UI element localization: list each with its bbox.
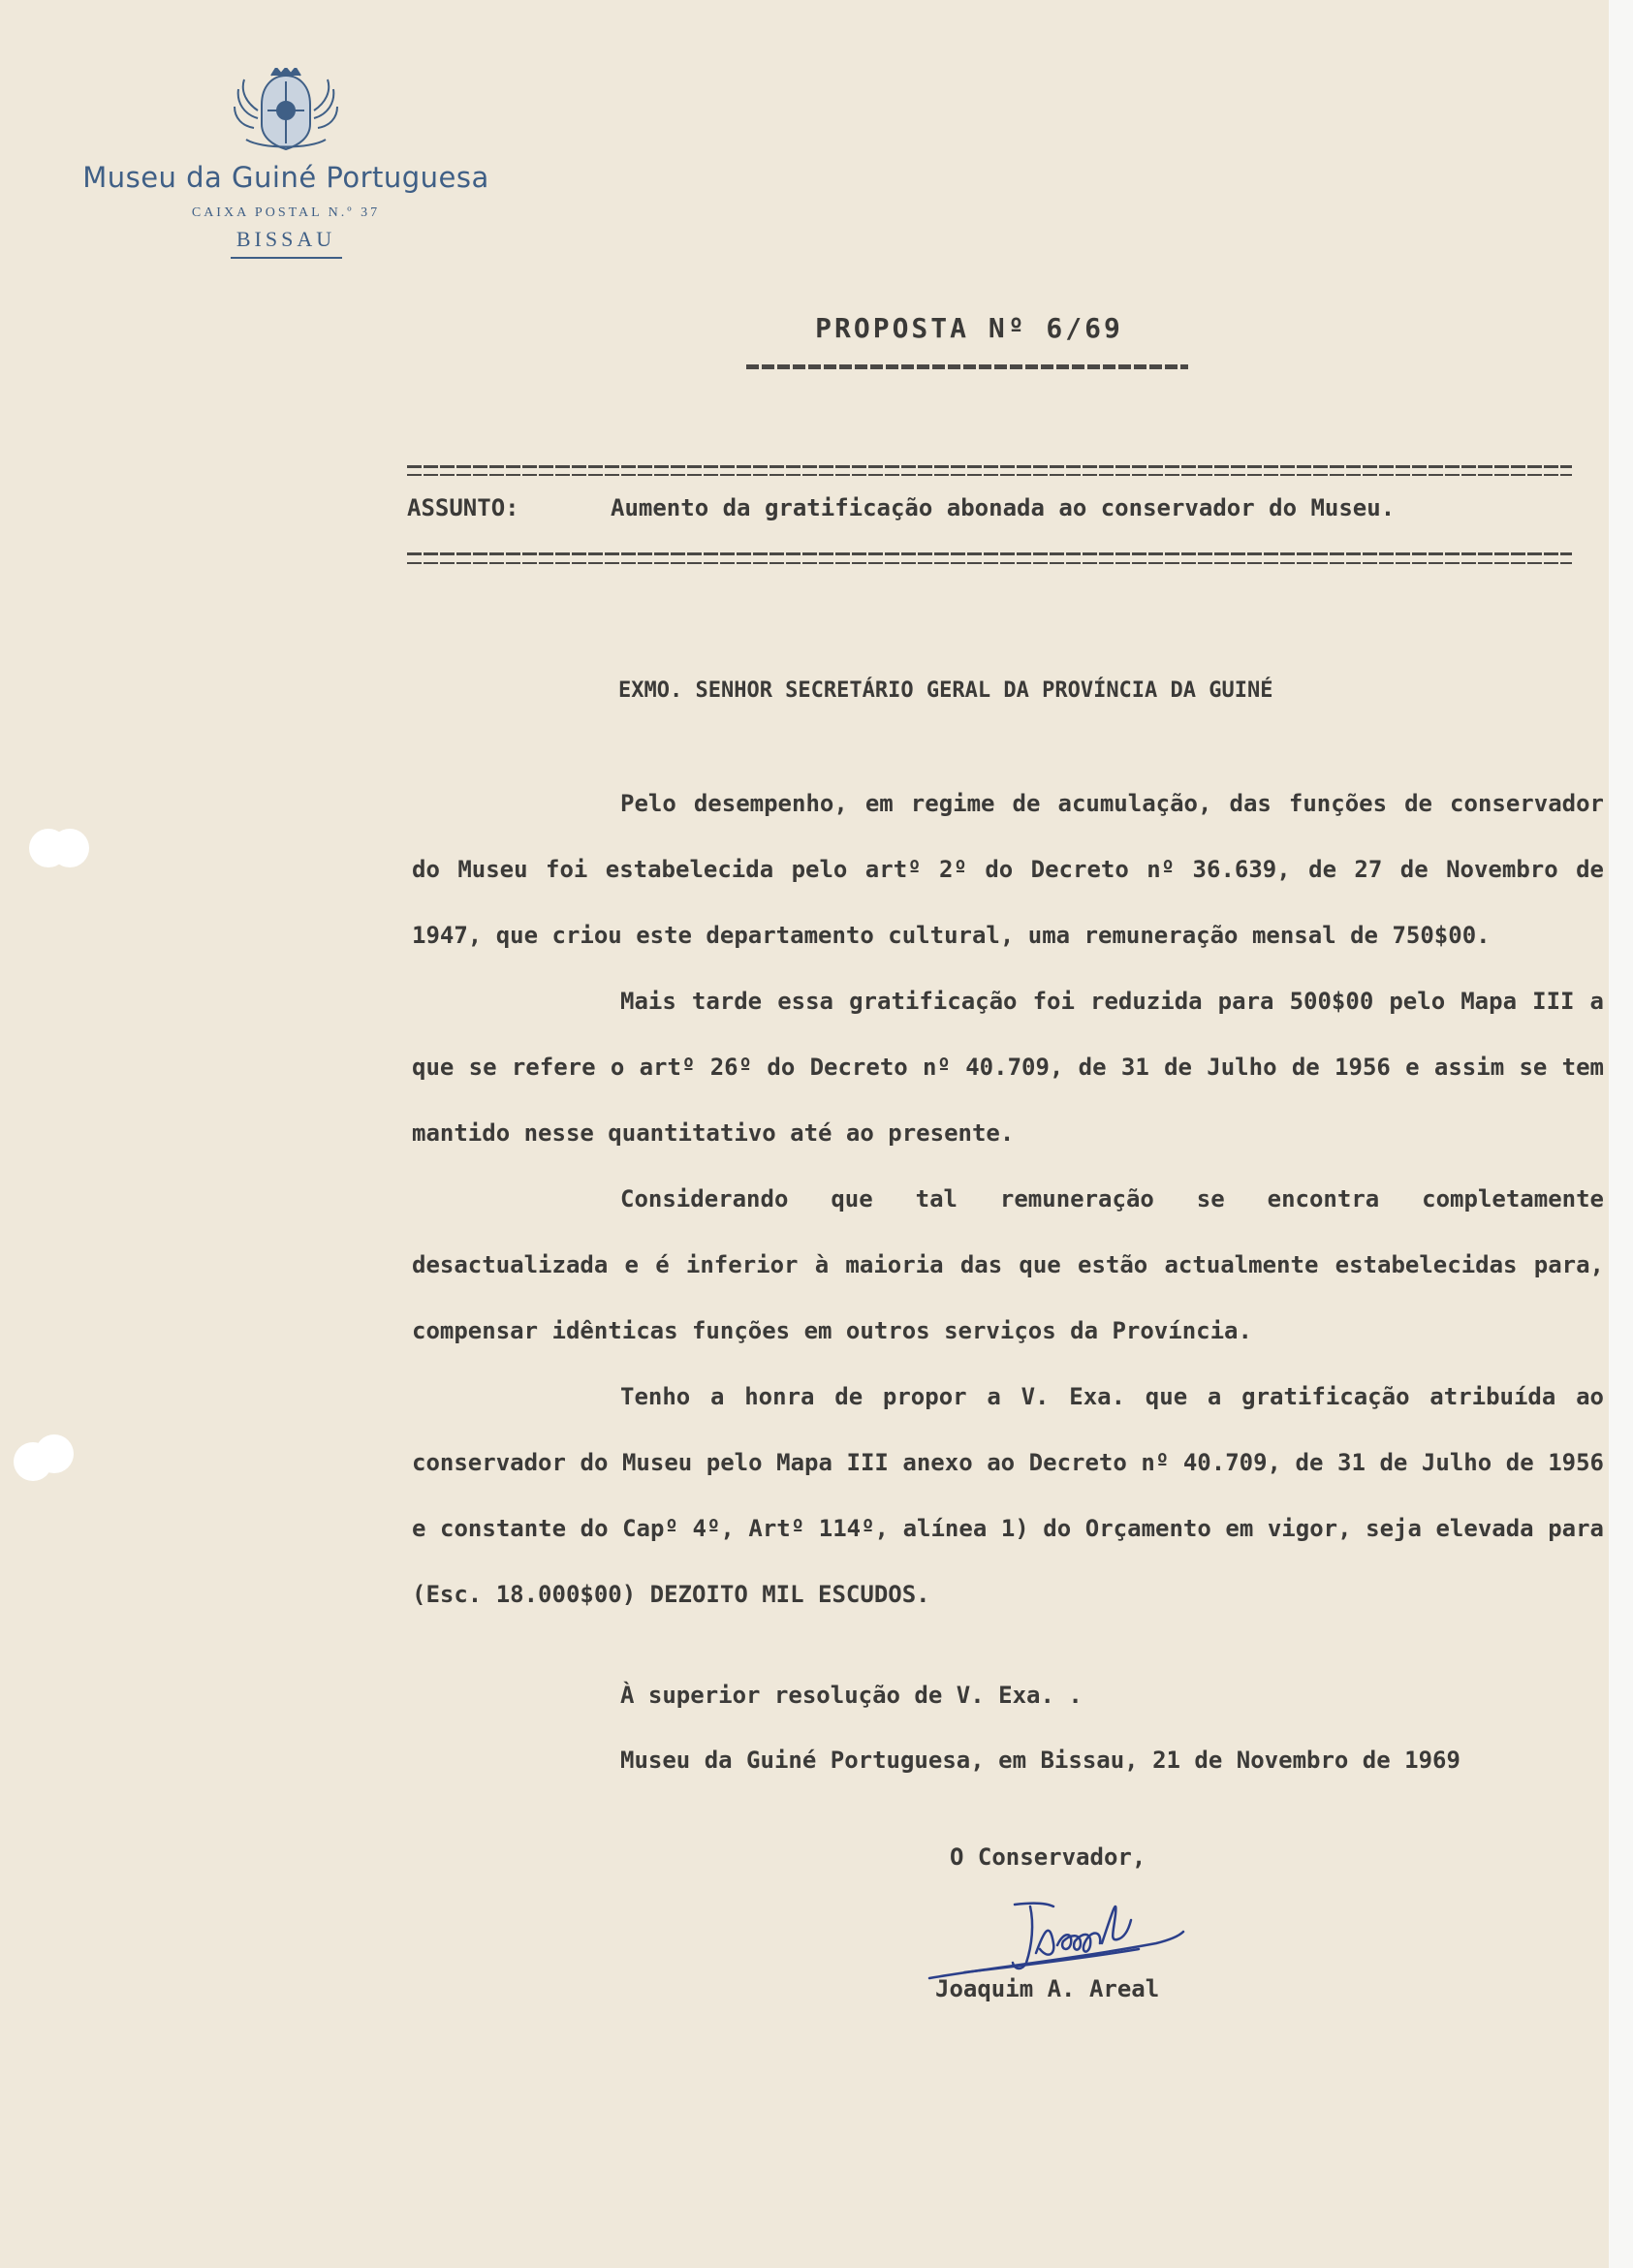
scan-margin bbox=[1609, 0, 1633, 2268]
museum-name: Museu da Guiné Portuguesa bbox=[82, 161, 489, 194]
resolution-line: À superior resolução de V. Exa. . bbox=[620, 1682, 1083, 1709]
subject-label: ASSUNTO: bbox=[407, 494, 519, 521]
city-underline bbox=[231, 257, 342, 259]
subject-top-rule bbox=[407, 474, 1572, 476]
paragraph: Considerando que tal remuneração se encontra completamente desactualizada e é inferior à maioria das que estão actualmente estabelecidas para, compensar idênticas funções em outros serviços da Província. bbox=[412, 1185, 1604, 1344]
closing-phrase: O Conservador, bbox=[950, 1843, 1146, 1871]
body-text bbox=[412, 771, 1604, 1627]
place-date-line: Museu da Guiné Portuguesa, em Bissau, 21 de Novembro de 1969 bbox=[620, 1747, 1460, 1774]
subject-text: Aumento da gratificação abonada ao conservador do Museu. bbox=[611, 494, 1396, 521]
paragraph: Tenho a honra de propor a V. Exa. que a gratificação atribuída ao conservador do Museu pelo Mapa III anexo ao Decreto nº 40.709, de 31 de Julho de 1956 e constante do Capº 4º, Artº 114º, alínea 1) do Orçamento em vigor, seja elevada para (Esc. 18.000$00) DEZOITO MIL ESCUDOS. bbox=[412, 1383, 1604, 1608]
letterhead bbox=[58, 68, 514, 259]
signatory-name: Joaquim A. Areal bbox=[935, 1975, 1160, 2002]
postal-box: CAIXA POSTAL N.º 37 bbox=[191, 205, 381, 220]
paragraph: Pelo desempenho, em regime de acumulação, das funções de conservador do Museu foi estabelecida pelo artº 2º do Decreto nº 36.639, de 27 de Novembro de 1947, que criou este departamento cultural, uma remuneração mensal de 750$00. bbox=[412, 790, 1604, 949]
city: BISSAU bbox=[236, 227, 336, 251]
subject-bottom-rule bbox=[407, 552, 1572, 555]
paragraph: Mais tarde essa gratificação foi reduzida para 500$00 pelo Mapa III a que se refere o artº 26º do Decreto nº 40.709, de 31 de Julho de 1956 e assim se tem mantido nesse quantitativo até ao presente. bbox=[412, 988, 1604, 1147]
subject-line bbox=[407, 494, 1580, 521]
punch-hole bbox=[35, 1434, 74, 1473]
punch-hole bbox=[50, 829, 89, 867]
addressee: EXMO. SENHOR SECRETÁRIO GERAL DA PROVÍNCIA DA GUINÉ bbox=[618, 678, 1273, 703]
subject-bottom-rule bbox=[407, 562, 1572, 564]
subject-top-rule bbox=[407, 465, 1572, 468]
document-title: PROPOSTA Nº 6/69 bbox=[815, 312, 1123, 344]
title-underline bbox=[746, 364, 1188, 369]
coat-of-arms-icon bbox=[233, 68, 339, 155]
